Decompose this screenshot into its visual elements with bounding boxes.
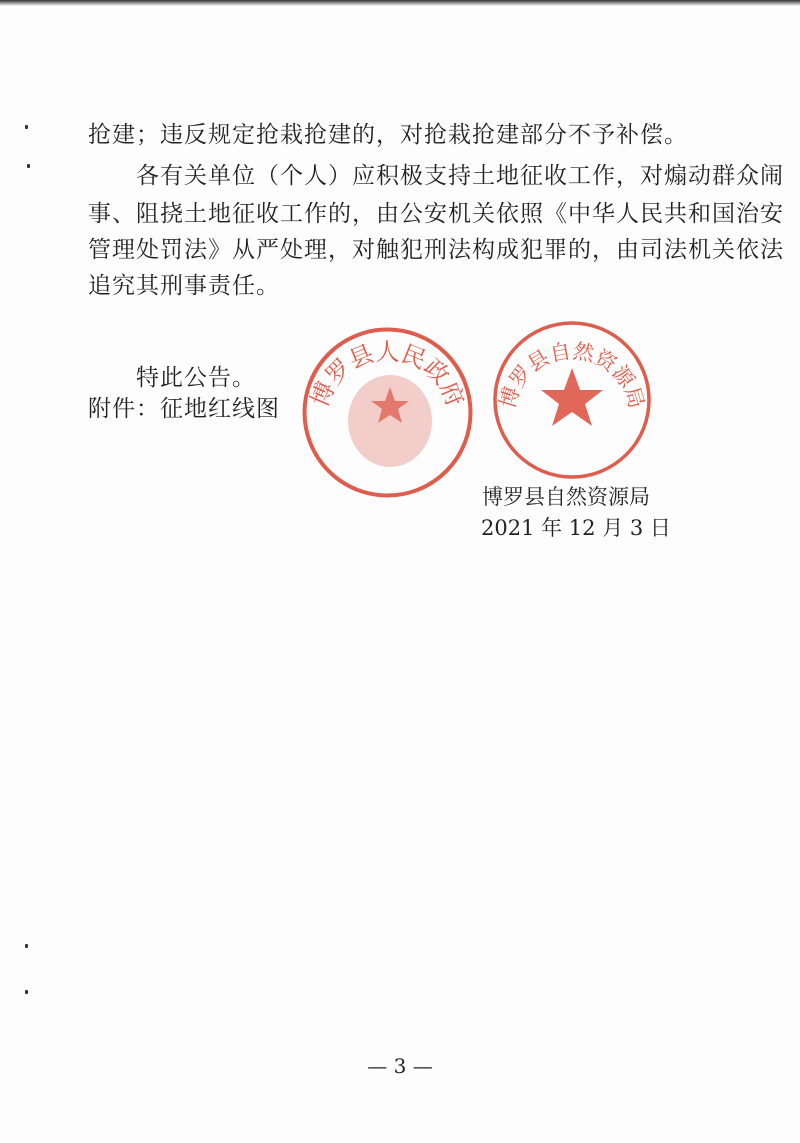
star-icon (541, 368, 603, 426)
seal-text: 博罗县自然资源局 (495, 338, 649, 411)
government-seal (300, 325, 475, 500)
body-line: 各有关单位（个人）应积极支持土地征收工作，对煽动群众闹 (136, 163, 784, 189)
seal-text: 博罗县人民政府 (305, 337, 470, 411)
body-line: 追究其刑事责任。 (88, 273, 280, 299)
scan-edge (0, 0, 800, 6)
bureau-seal (492, 320, 652, 480)
page-number: — 3 — (367, 1054, 433, 1078)
issue-date: 2021 年 12 月 3 日 (481, 516, 671, 540)
body-line: 管理处罚法》从严处理，对触犯刑法构成犯罪的，由司法机关依法 (88, 237, 784, 263)
scan-mark (27, 164, 30, 168)
scan-mark (25, 125, 28, 129)
attachment-text: 附件：征地红线图 (88, 396, 280, 422)
body-line: 事、阻挠土地征收工作的，由公安机关依照《中华人民共和国治安 (88, 201, 784, 227)
closing-text: 特此公告。 (136, 365, 256, 391)
scan-mark (25, 944, 28, 948)
body-line: 抢建；违反规定抢栽抢建的，对抢栽抢建部分不予补偿。 (88, 122, 688, 148)
scan-mark (25, 990, 28, 994)
issuer-name: 博罗县自然资源局 (482, 485, 650, 509)
